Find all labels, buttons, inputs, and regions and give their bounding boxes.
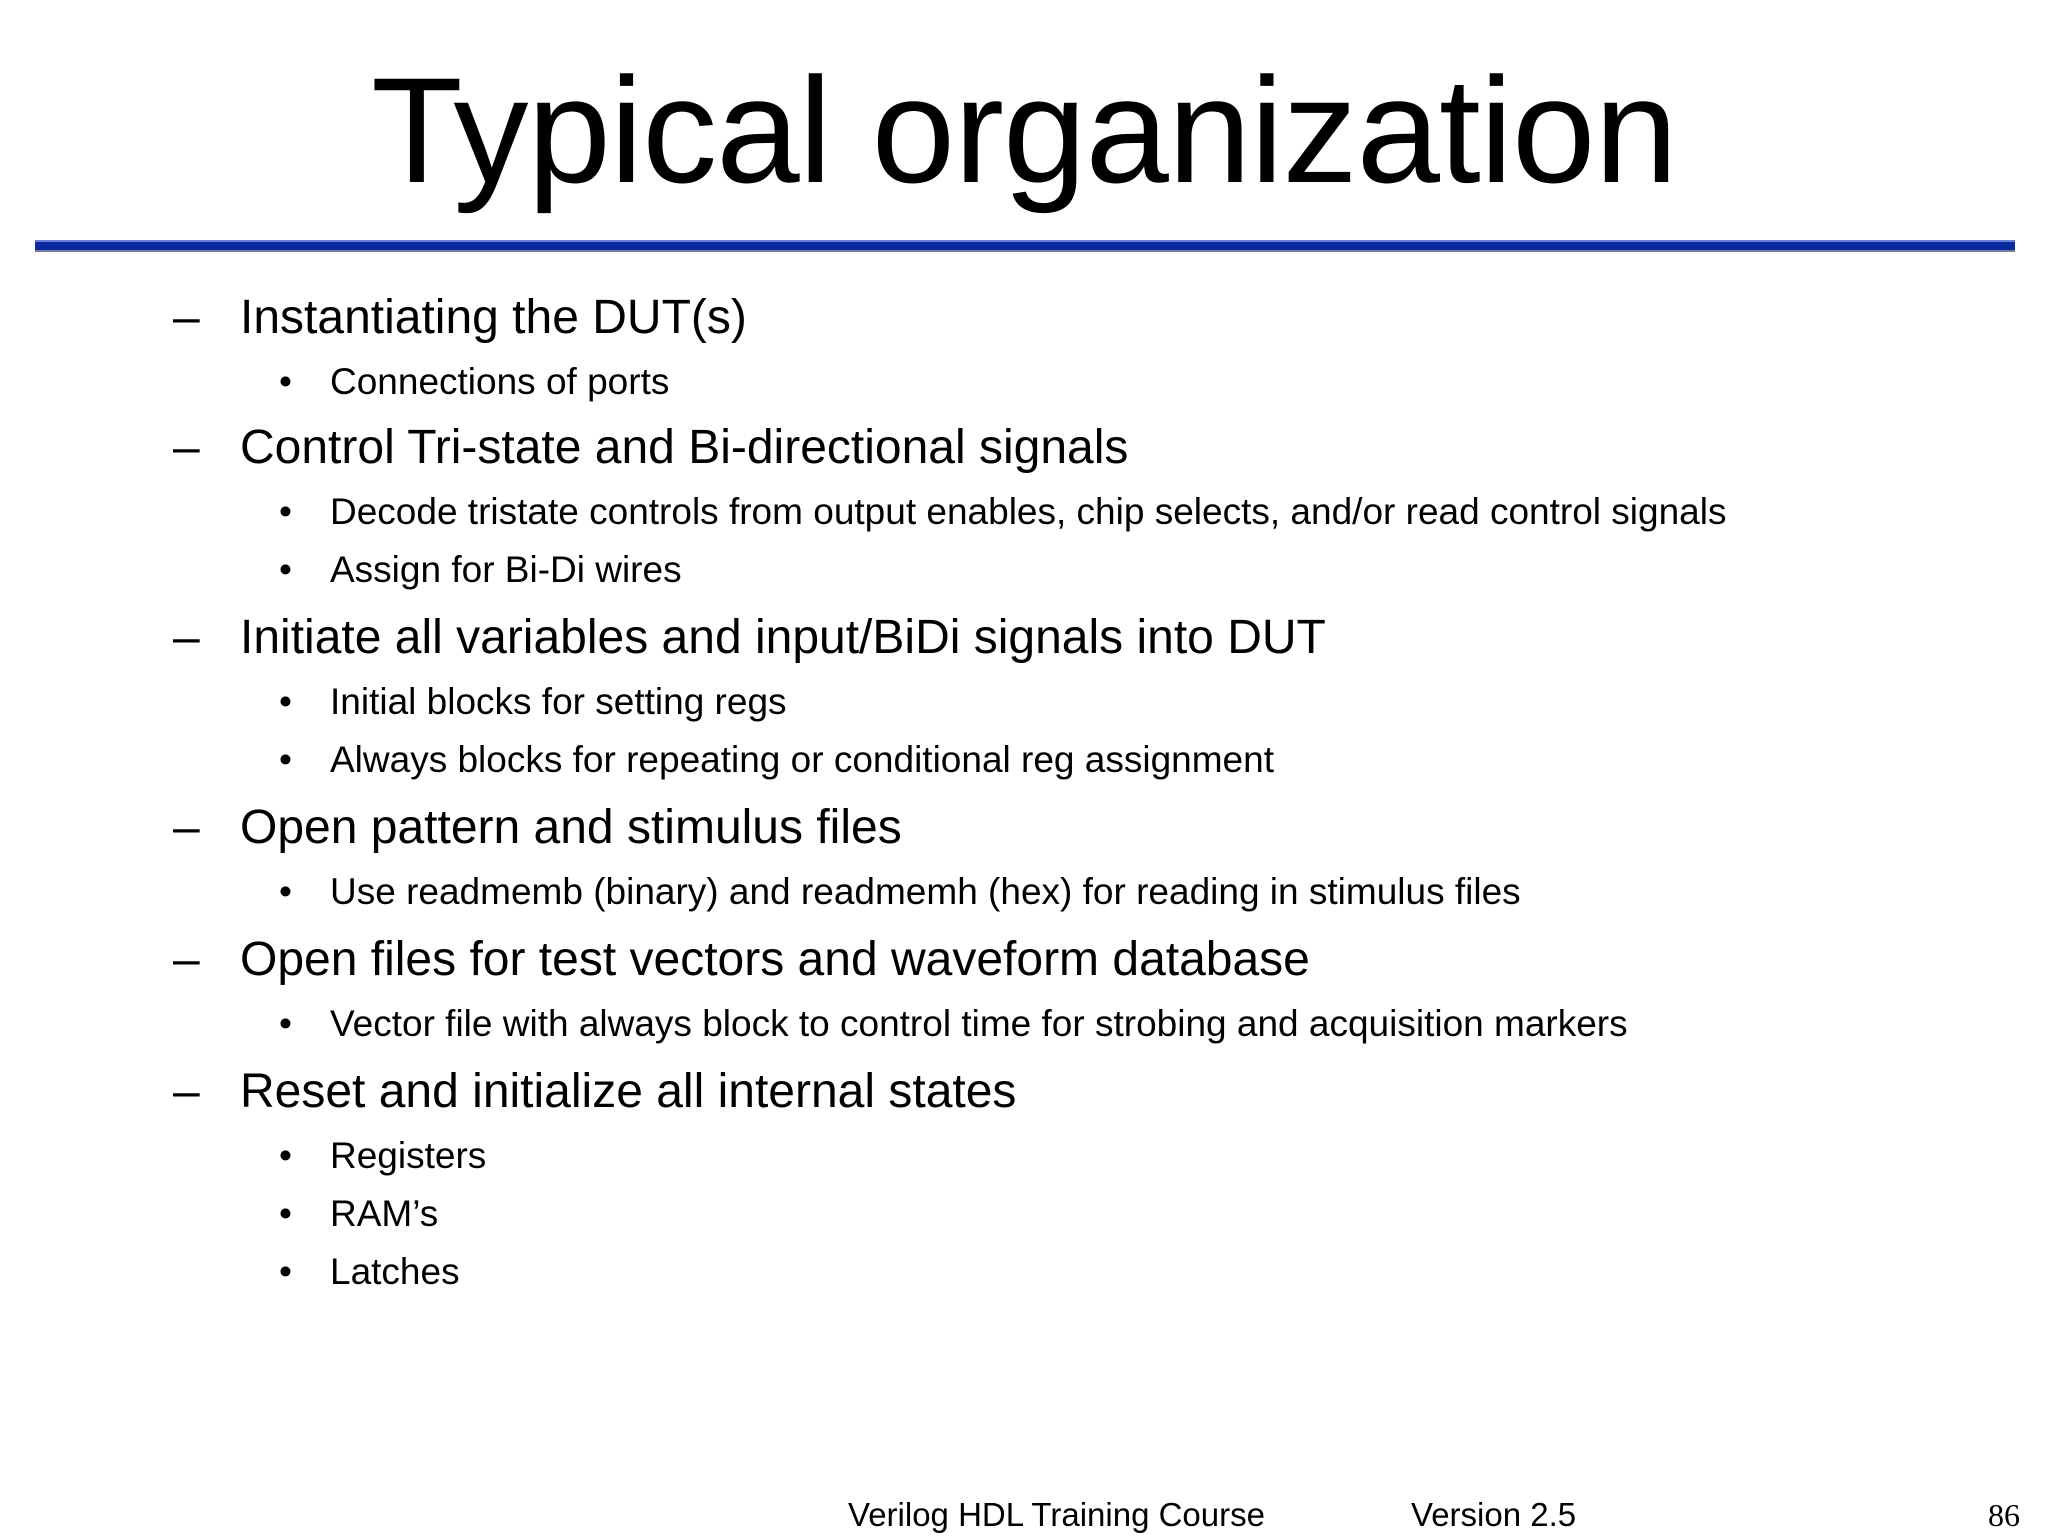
outline-item-text: Decode tristate controls from output enables, chip selects, and/or read control signals: [330, 491, 1727, 532]
outline-item-text: Connections of ports: [330, 361, 670, 402]
outline-item-level2: [279, 1250, 460, 1294]
bullet-marker: •: [279, 871, 292, 912]
outline-item-level2: [279, 870, 1521, 914]
dash-marker: –: [173, 291, 200, 344]
page-number: 86: [1988, 1497, 2020, 1533]
bullet-marker: •: [279, 1003, 292, 1044]
dash-marker: –: [173, 933, 200, 986]
footer-version: Version 2.5: [1411, 1496, 1577, 1533]
bullet-marker: •: [279, 361, 292, 402]
bullet-marker: •: [279, 491, 292, 532]
outline-item-text: Latches: [330, 1251, 460, 1292]
outline-item-text: Vector file with always block to control time for strobing and acquisition markers: [330, 1003, 1628, 1044]
outline-item-level1: [173, 290, 747, 346]
outline-item-text: Assign for Bi-Di wires: [330, 549, 682, 590]
outline-item-text: RAM’s: [330, 1193, 439, 1234]
bullet-marker: •: [279, 1135, 292, 1176]
outline-item-level2: [279, 1002, 1628, 1046]
outline-item-level2: [279, 548, 682, 592]
bullet-marker: •: [279, 681, 292, 722]
outline-item-text: Registers: [330, 1135, 487, 1176]
outline-item-text: Open files for test vectors and waveform database: [240, 933, 1310, 986]
outline-item-level2: [279, 1134, 486, 1178]
outline-item-level1: [173, 800, 902, 856]
bullet-marker: •: [279, 739, 292, 780]
outline-item-text: Control Tri-state and Bi-directional signals: [240, 421, 1129, 474]
outline-item-level1: [173, 932, 1310, 988]
outline-item-level2: [279, 490, 1726, 534]
outline-item-level1: [173, 420, 1128, 476]
footer-course-title: Verilog HDL Training Course: [848, 1496, 1265, 1533]
outline-item-level2: [279, 680, 787, 724]
bullet-marker: •: [279, 1193, 292, 1234]
outline-item-level2: [279, 360, 669, 404]
outline-item-text: Open pattern and stimulus files: [240, 801, 902, 854]
dash-marker: –: [173, 421, 200, 474]
outline-item-level1: [173, 610, 1326, 666]
outline-item-text: Reset and initialize all internal states: [240, 1065, 1017, 1118]
dash-marker: –: [173, 1065, 200, 1118]
bullet-marker: •: [279, 549, 292, 590]
outline-item-level2: [279, 1192, 438, 1236]
outline-item-level1: [173, 1064, 1016, 1120]
dash-marker: –: [173, 801, 200, 854]
outline-item-text: Initial blocks for setting regs: [330, 681, 787, 722]
outline-item-text: Instantiating the DUT(s): [240, 291, 747, 344]
dash-marker: –: [173, 611, 200, 664]
outline-item-text: Use readmemb (binary) and readmemh (hex) for reading in stimulus files: [330, 871, 1521, 912]
outline-item-text: Initiate all variables and input/BiDi signals into DUT: [240, 611, 1326, 664]
slide-title: Typical organization: [371, 46, 1677, 214]
outline-item-level2: [279, 738, 1274, 782]
outline-item-text: Always blocks for repeating or conditional reg assignment: [330, 739, 1274, 780]
bullet-marker: •: [279, 1251, 292, 1292]
